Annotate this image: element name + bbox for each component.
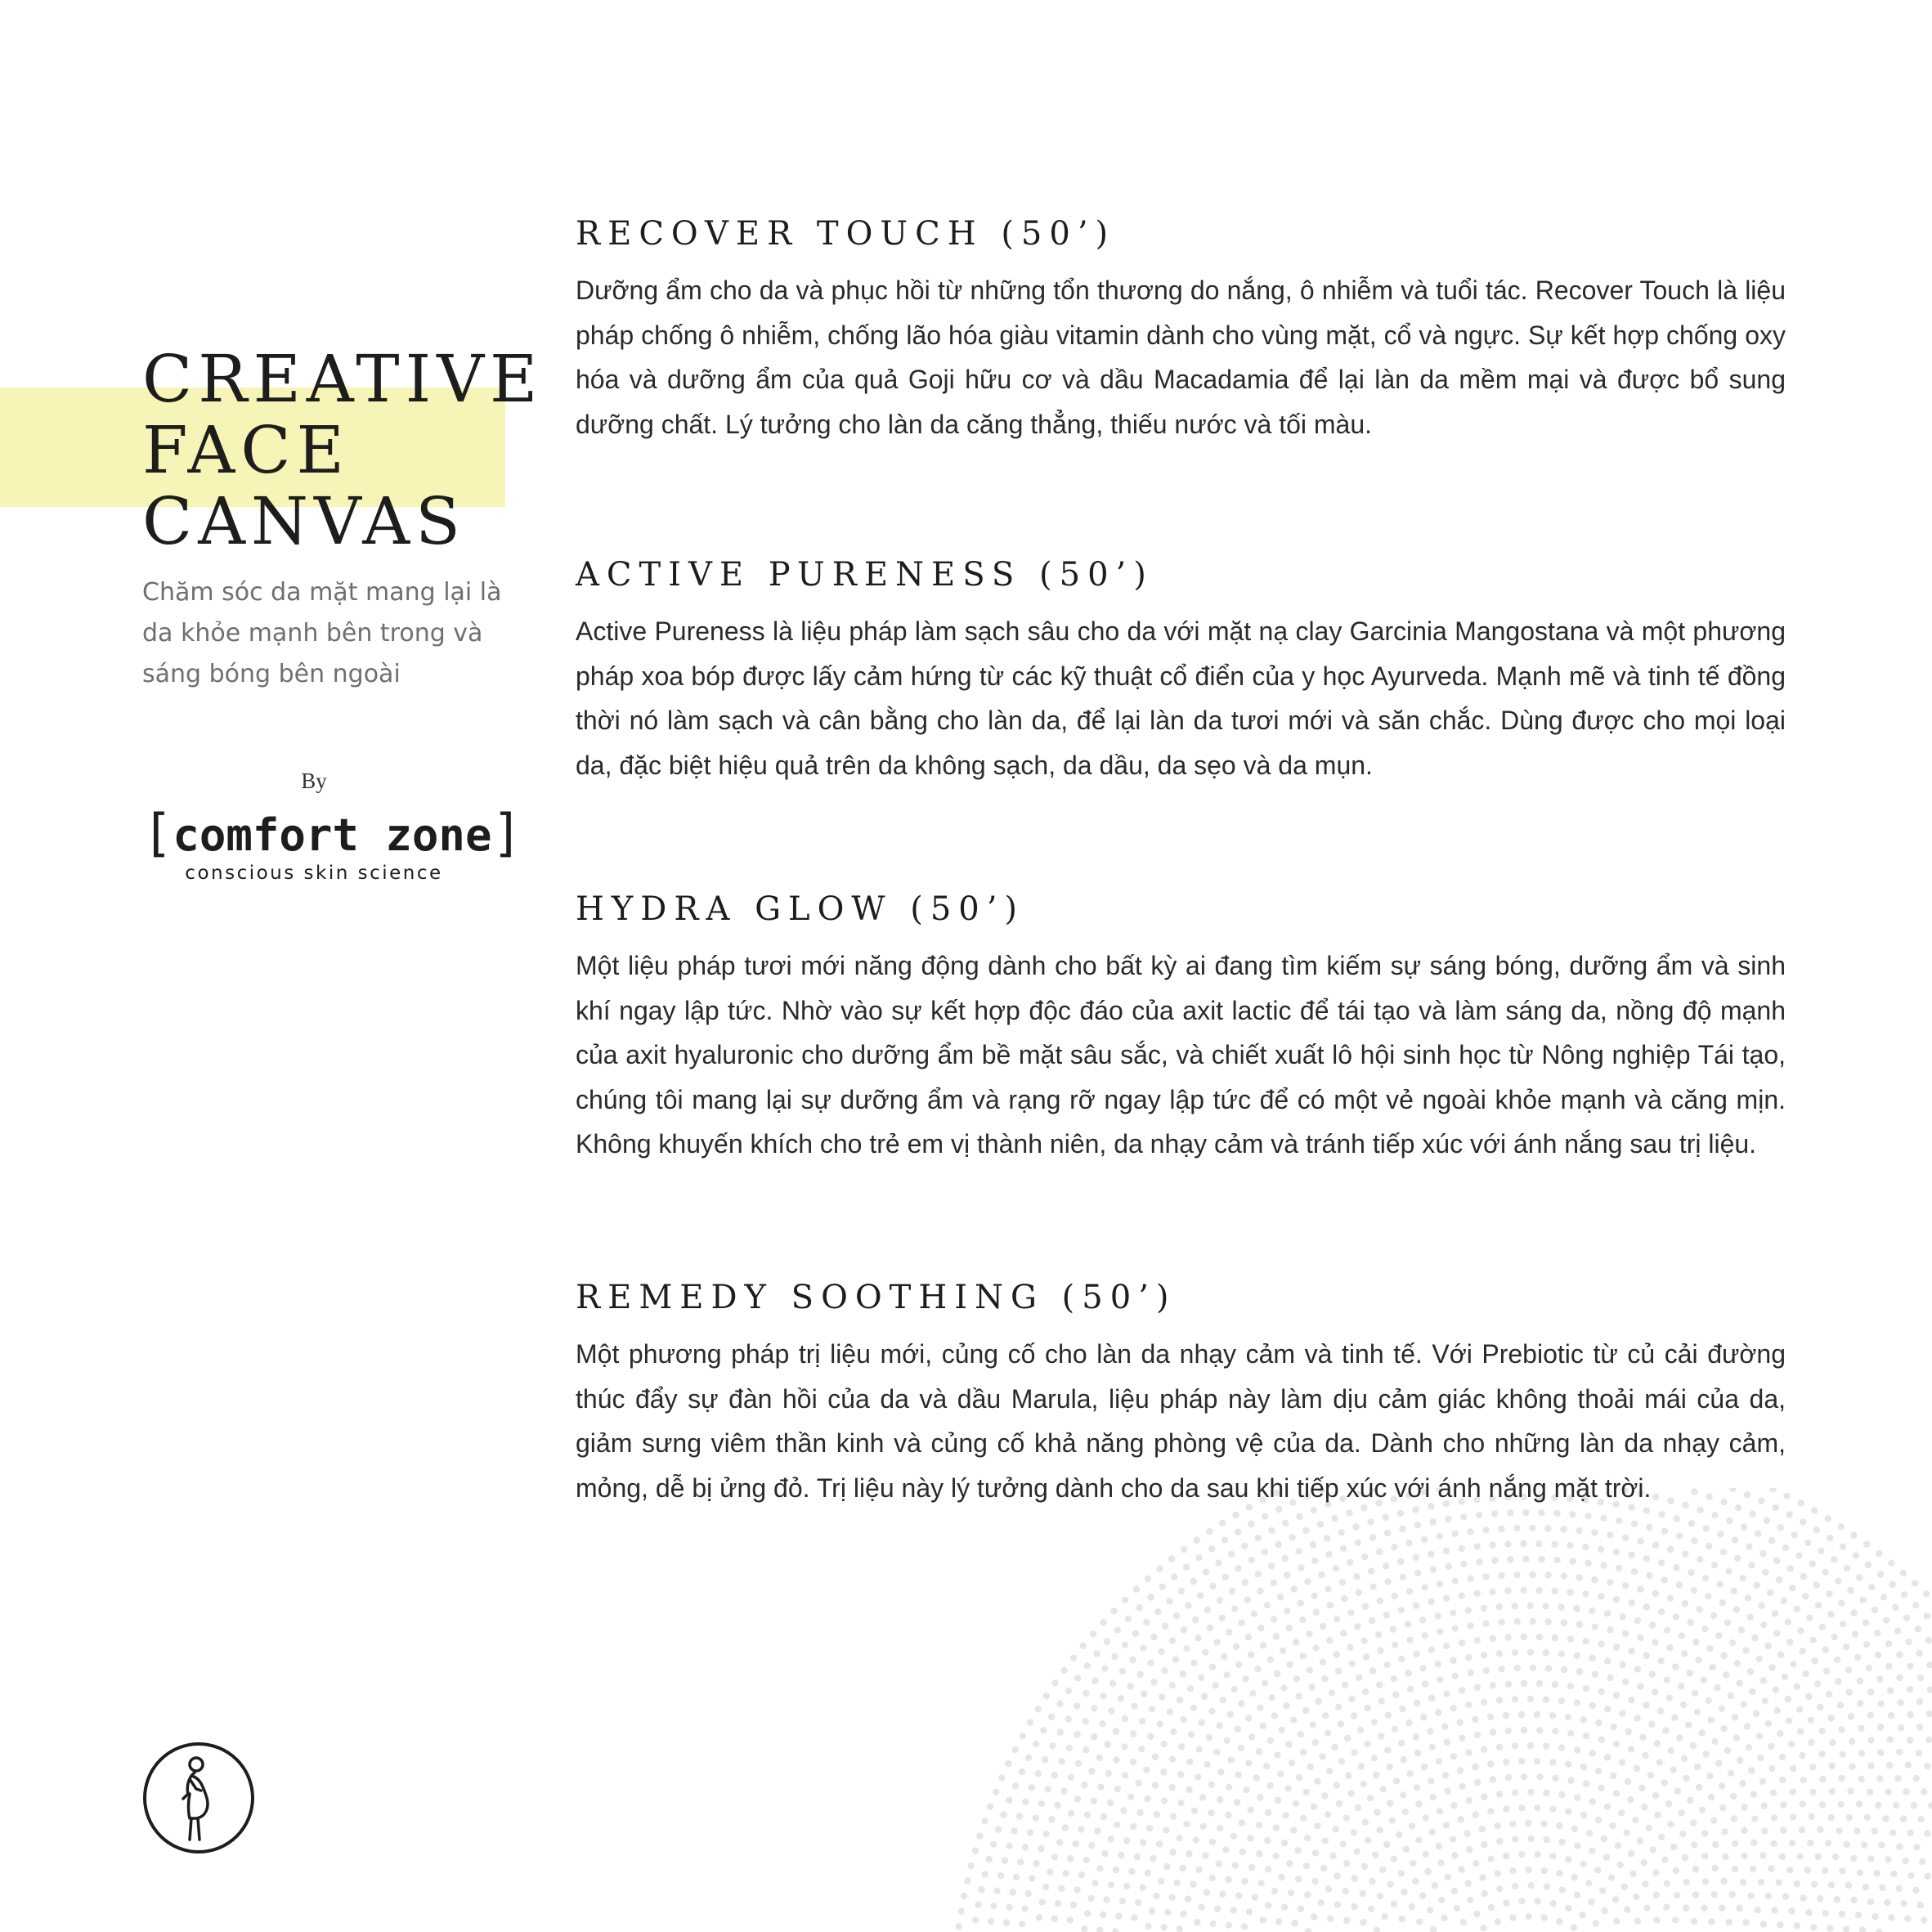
treatment-hydra-glow — [576, 890, 1786, 1167]
treatment-recover-touch — [576, 214, 1786, 446]
logo-wordmark — [142, 803, 522, 863]
treatment-description: Một phương pháp trị liệu mới, củng cố cho làn da nhạy cảm và tinh tế. Với Prebiotic từ củ cải đường thúc đẩy sự đàn hồi của da và dầu Marula, liệu pháp này làm dịu cảm giác không thoải mái của da, giảm sưng viêm thần kinh và củng cố khả năng phòng vệ của da. Dành cho những làn da nhạy cảm, mỏng, dễ bị ửng đỏ. Trị liệu này lý tưởng dành cho da sau khi tiếp xúc với ánh nắng mặt trời. — [576, 1339, 1786, 1503]
logo-bracket-open: [ — [142, 803, 173, 863]
pregnant-woman-icon — [142, 1741, 255, 1854]
logo-subtitle: conscious skin science — [185, 863, 443, 884]
logo-bracket-close: ] — [491, 803, 522, 863]
treatment-description: Active Pureness là liệu pháp làm sạch sâu cho da với mặt nạ clay Garcinia Mangostana và một phương pháp xoa bóp được lấy cảm hứng từ các kỹ thuật cổ điển của y học Ayurveda. Mạnh mẽ và tinh tế đồng thời nó làm sạch và cân bằng cho làn da, để lại làn da tươi mới và săn chắc. Dùng được cho mọi loại da, đặc biệt hiệu quả trên da không sạch, da dầu, da sẹo và da mụn. — [576, 616, 1786, 780]
brand-title-line-1: CREATIVE — [142, 341, 544, 417]
treatment-description: Một liệu pháp tươi mới năng động dành cho bất kỳ ai đang tìm kiếm sự sáng bóng, dưỡng ẩm và sinh khí ngay lập tức. Nhờ vào sự kết hợp độc đáo của axit lactic để tái tạo và làm sáng da, nồng độ mạnh của axit hyaluronic cho dưỡng ẩm bề mặt sâu sắc, và chiết xuất lô hội sinh học từ Nông nghiệp Tái tạo, chúng tôi mang lại sự dưỡng ẩm và rạng rỡ ngay lập tức để có một vẻ ngoài khỏe mạnh và căng mịn. Không khuyến khích cho trẻ em vị thành niên, da nhạy cảm và tránh tiếp xúc với ánh nắng sau trị liệu. — [576, 951, 1786, 1159]
dot-pattern-decoration — [940, 1488, 1932, 1932]
treatment-remedy-soothing — [576, 1278, 1786, 1510]
treatment-title: HYDRA GLOW (50’) — [576, 890, 1025, 928]
brand-title-line-2: FACE — [142, 412, 350, 488]
brand-title-line-3: CANVAS — [142, 483, 466, 559]
treatment-active-pureness — [576, 555, 1786, 787]
brand-title — [142, 343, 543, 557]
treatment-title: RECOVER TOUCH (50’) — [576, 215, 1116, 253]
by-label: By — [301, 769, 327, 793]
tagline: Chăm sóc da mặt mang lại là da khỏe mạnh bên trong và sáng bóng bên ngoài — [142, 578, 502, 688]
treatment-description: Dưỡng ẩm cho da và phục hồi từ những tổn thương do nắng, ô nhiễm và tuổi tác. Recover Touch là liệu pháp chống ô nhiễm, chống lão hóa giàu vitamin dành cho vùng mặt, cổ và ngực. Sự kết hợp chống oxy hóa và dưỡng ẩm của quả Goji hữu cơ và dầu Macadamia để lại làn da mềm mại và được bổ sung dưỡng chất. Lý tưởng cho làn da căng thẳng, thiếu nước và tối màu. — [576, 276, 1786, 439]
logo-name: comfort zone — [173, 809, 492, 861]
comfort-zone-logo — [142, 803, 522, 884]
treatment-title: REMEDY SOOTHING (50’) — [576, 1279, 1177, 1316]
treatment-title: ACTIVE PURENESS (50’) — [576, 556, 1154, 594]
